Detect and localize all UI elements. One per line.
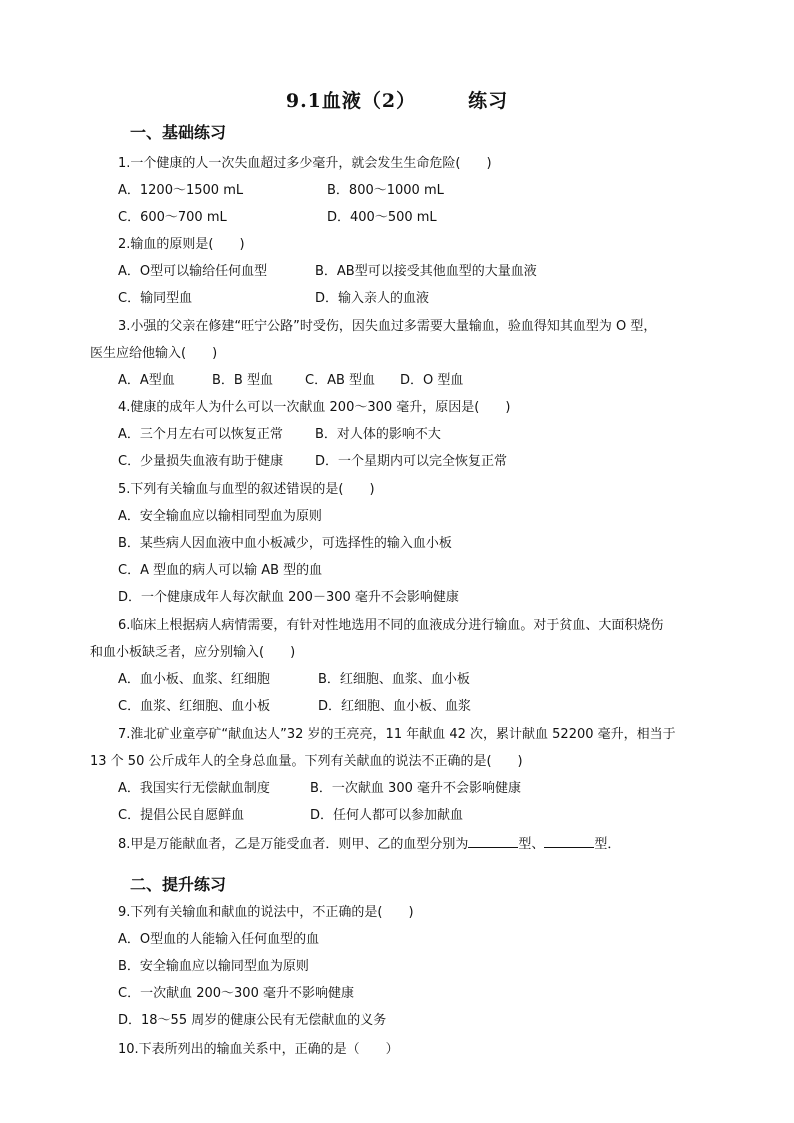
question-7-stem-line-2: 13 个 50 公斤成年人的全身总血量。下列有关献血的说法不正确的是( ) bbox=[90, 754, 523, 769]
question-8-fill-blank bbox=[118, 835, 620, 854]
question-1-stem: 1.一个健康的人一次失血超过多少毫升，就会发生生命危险( ) bbox=[118, 156, 492, 171]
question-3-option-d: D．O 型血 bbox=[400, 373, 464, 388]
question-5-option-b: B．某些病人因血液中血小板减少，可选择性的输入血小板 bbox=[118, 536, 452, 551]
question-5-option-c: C．A 型血的病人可以输 AB 型的血 bbox=[118, 563, 323, 578]
question-5-option-d: D．一个健康成年人每次献血 200－300 毫升不会影响健康 bbox=[118, 590, 459, 605]
question-4-option-d: D．一个星期内可以完全恢复正常 bbox=[315, 454, 508, 469]
blank-1[interactable] bbox=[468, 835, 518, 848]
question-5-option-a: A．安全输血应以输相同型血为原则 bbox=[118, 509, 322, 524]
question-4-option-a: A．三个月左右可以恢复正常 bbox=[118, 427, 283, 442]
section-heading-basic: 一、基础练习 bbox=[130, 123, 227, 142]
title-sub: 练习 bbox=[468, 90, 509, 112]
question-1-option-b: B．800～1000 mL bbox=[327, 183, 444, 198]
question-7-stem-line-1: 7.淮北矿业童亭矿“献血达人”32 岁的王亮亮，11 年献血 42 次，累计献血 52200 毫升，相当于 bbox=[118, 727, 676, 742]
question-7-option-b: B．一次献血 300 毫升不会影响健康 bbox=[310, 781, 521, 796]
question-9-option-a: A．O型血的人能输入任何血型的血 bbox=[118, 932, 320, 947]
question-9-option-d: D．18～55 周岁的健康公民有无偿献血的义务 bbox=[118, 1013, 387, 1028]
question-7-option-c: C．提倡公民自愿鲜血 bbox=[118, 808, 245, 823]
question-8-text-1: 8.甲是万能献血者，乙是万能受血者．则甲、乙的血型分别为 bbox=[118, 837, 469, 852]
question-9-option-b: B．安全输血应以输同型血为原则 bbox=[118, 959, 309, 974]
question-5-stem: 5.下列有关输血与血型的叙述错误的是( ) bbox=[118, 482, 375, 497]
question-2-option-d: D．输入亲人的血液 bbox=[315, 291, 430, 306]
question-2-option-c: C．输同型血 bbox=[118, 291, 193, 306]
question-6-stem-line-2: 和血小板缺乏者，应分别输入( ) bbox=[90, 645, 296, 660]
question-1-option-d: D．400～500 mL bbox=[327, 210, 437, 225]
question-3-option-a: A．A型血 bbox=[118, 373, 175, 388]
question-2-option-b: B．AB型可以接受其他血型的大量血液 bbox=[315, 264, 537, 279]
question-7-option-d: D．任何人都可以参加献血 bbox=[310, 808, 464, 823]
question-3-option-b: B．B 型血 bbox=[212, 373, 273, 388]
question-9-stem: 9.下列有关输血和献血的说法中，不正确的是( ) bbox=[118, 905, 414, 920]
question-3-option-c: C．AB 型血 bbox=[305, 373, 376, 388]
question-6-option-c: C．血浆、红细胞、血小板 bbox=[118, 699, 271, 714]
question-6-option-b: B．红细胞、血浆、血小板 bbox=[318, 672, 470, 687]
question-6-stem-line-1: 6.临床上根据病人病情需要，有针对性地选用不同的血液成分进行输血。对于贫血、大面积烧伤 bbox=[118, 618, 664, 633]
question-6-option-d: D．红细胞、血小板、血浆 bbox=[318, 699, 472, 714]
question-4-option-c: C．少量损失血液有助于健康 bbox=[118, 454, 284, 469]
question-7-option-a: A．我国实行无偿献血制度 bbox=[118, 781, 270, 796]
question-3-stem-line-1: 3.小强的父亲在修建“旺宁公路”时受伤，因失血过多需要大量输血，验血得知其血型为 O 型， bbox=[118, 319, 657, 334]
question-8-text-3: 型． bbox=[594, 837, 621, 852]
question-2-option-a: A．O型可以输给任何血型 bbox=[118, 264, 268, 279]
page-title bbox=[0, 86, 794, 113]
question-1-option-c: C．600～700 mL bbox=[118, 210, 227, 225]
question-9-option-c: C．一次献血 200～300 毫升不影响健康 bbox=[118, 986, 354, 1001]
question-2-stem: 2.输血的原则是( ) bbox=[118, 237, 245, 252]
question-6-option-a: A．血小板、血浆、红细胞 bbox=[118, 672, 270, 687]
blank-2[interactable] bbox=[544, 835, 594, 848]
question-3-stem-line-2: 医生应给他输入( ) bbox=[90, 346, 218, 361]
title-main: 9.1血液（2） bbox=[285, 90, 417, 112]
question-4-option-b: B．对人体的影响不大 bbox=[315, 427, 441, 442]
question-8-text-2: 型、 bbox=[518, 837, 545, 852]
question-1-option-a: A．1200～1500 mL bbox=[118, 183, 244, 198]
section-heading-advanced: 二、提升练习 bbox=[130, 875, 227, 894]
question-4-stem: 4.健康的成年人为什么可以一次献血 200～300 毫升，原因是( ) bbox=[118, 400, 511, 415]
question-10-stem: 10.下表所列出的输血关系中，正确的是（ ） bbox=[118, 1042, 399, 1057]
